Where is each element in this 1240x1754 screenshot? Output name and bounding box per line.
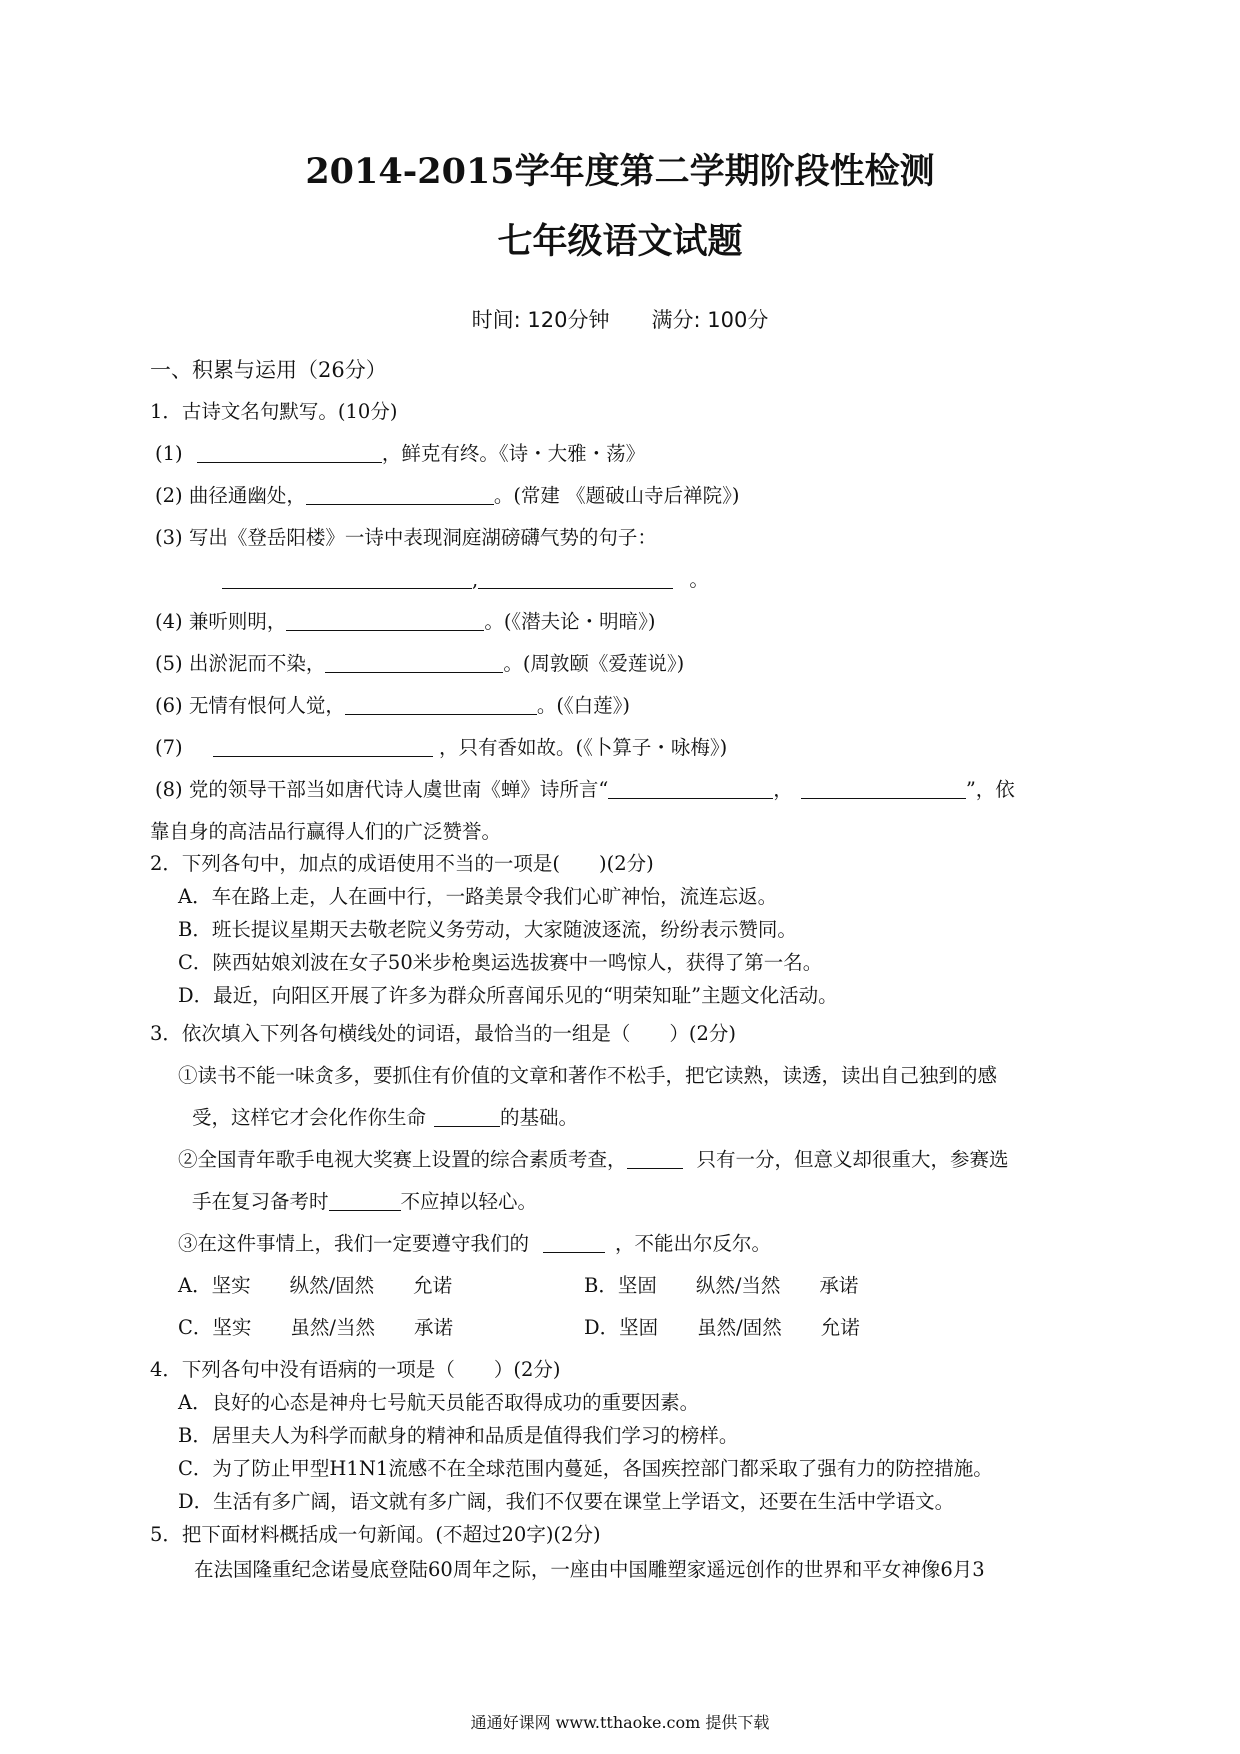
q1-item-3: (3) 写出《登岳阳楼》一诗中表现洞庭湖磅礴气势的句子：	[155, 526, 657, 549]
q3-sentence-2-continued: 手在复习备考时 不应掉以轻心。	[192, 1190, 538, 1213]
q3-sentence-1-continued: 受，这样它才会化作你生命 的基础。	[192, 1106, 579, 1129]
q4-option-c: C．为了防止甲型H1N1流感不在全球范围内蔓延，各国疾控部门都采取了强有力的防控措施。	[178, 1457, 993, 1480]
q4-stem: 4．下列各句中没有语病的一项是（ ）(2分)	[150, 1358, 561, 1381]
answer-blank[interactable]	[197, 442, 382, 463]
q3-sentence-1: ①读书不能一味贪多，要抓住有价值的文章和著作不松手，把它读熟，读透，读出自己独到的感	[178, 1064, 998, 1087]
q1-item-2: (2) 曲径通幽处， 。(常建 《题破山寺后禅院》)	[155, 484, 740, 507]
answer-blank[interactable]	[608, 778, 773, 799]
exam-title: 2014-2015学年度第二学期阶段性检测	[305, 151, 935, 192]
q1-stem: 1．古诗文名句默写。(10分)	[150, 400, 398, 423]
answer-blank[interactable]	[286, 610, 484, 631]
q3-option-a: A．坚实 纵然/固然 允诺	[178, 1274, 453, 1297]
time-limit: 时间: 120分钟	[471, 308, 610, 332]
q2-option-d: D．最近，向阳区开展了许多为群众所喜闻乐见的“明荣知耻”主题文化活动。	[178, 984, 838, 1007]
q3-option-c: C．坚实 虽然/当然 承诺	[178, 1316, 453, 1339]
answer-blank[interactable]	[213, 736, 433, 757]
q2-option-a: A．车在路上走，人在画中行，一路美景令我们心旷神怡，流连忘返。	[178, 885, 778, 908]
q1-item-4: (4) 兼听则明， 。(《潜夫论・明暗》)	[155, 610, 656, 633]
exam-subtitle: 七年级语文试题	[497, 221, 743, 262]
page-footer: 通通好课网 www.tthaoke.com 提供下载	[470, 1713, 770, 1732]
q1-item-7: (7) ，只有香如故。(《卜算子・咏梅》)	[155, 736, 728, 759]
q3-option-b: B．坚固 纵然/当然 承诺	[584, 1274, 859, 1297]
section-heading: 一、积累与运用（26分）	[150, 358, 387, 382]
answer-blank[interactable]	[478, 568, 673, 589]
q3-sentence-3: ③在这件事情上，我们一定要遵守我们的 ，不能出尔反尔。	[178, 1232, 772, 1255]
q5-stem: 5．把下面材料概括成一句新闻。(不超过20字)(2分)	[150, 1523, 601, 1546]
answer-blank[interactable]	[345, 694, 537, 715]
q3-sentence-2: ②全国青年歌手电视大奖赛上设置的综合素质考查， 只有一分，但意义却很重大，参赛选	[178, 1148, 1009, 1171]
q4-option-b: B．居里夫人为科学而献身的精神和品质是值得我们学习的榜样。	[178, 1424, 739, 1447]
full-score: 满分: 100分	[651, 308, 769, 332]
q5-material: 在法国隆重纪念诺曼底登陆60周年之际，一座由中国雕塑家遥远创作的世界和平女神像6月3	[194, 1558, 985, 1581]
answer-blank[interactable]	[543, 1232, 605, 1253]
answer-blank[interactable]	[325, 652, 503, 673]
exam-meta	[0, 306, 1240, 334]
answer-blank[interactable]	[329, 1190, 401, 1211]
answer-blank[interactable]	[222, 568, 472, 589]
q2-option-b: B．班长提议星期天去敬老院义务劳动，大家随波逐流，纷纷表示赞同。	[178, 918, 797, 941]
q1-item-1: (1) ，鲜克有终。《诗・大雅・荡》	[155, 442, 646, 465]
q4-option-d: D．生活有多广阔，语文就有多广阔，我们不仅要在课堂上学语文，还要在生活中学语文。	[178, 1490, 955, 1513]
q4-option-a: A．良好的心态是神舟七号航天员能否取得成功的重要因素。	[178, 1391, 700, 1414]
q1-item-6: (6) 无情有恨何人觉， 。(《白莲》)	[155, 694, 631, 717]
q3-option-d: D．坚固 虽然/固然 允诺	[584, 1316, 860, 1339]
q3-stem: 3．依次填入下列各句横线处的词语，最恰当的一组是（ ）(2分)	[150, 1022, 737, 1045]
q1-item-8: (8) 党的领导干部当如唐代诗人虞世南《蝉》诗所言“ ， ”，依	[155, 778, 1015, 801]
answer-blank[interactable]	[306, 484, 494, 505]
q1-item-5: (5) 出淤泥而不染， 。(周敦颐《爱莲说》)	[155, 652, 685, 675]
q2-option-c: C．陕西姑娘刘波在女子50米步枪奥运选拔赛中一鸣惊人，获得了第一名。	[178, 951, 823, 974]
answer-blank[interactable]	[627, 1148, 683, 1169]
q1-item-3-answer-line: , 。	[222, 567, 709, 593]
answer-blank[interactable]	[801, 778, 966, 799]
q2-stem: 2．下列各句中，加点的成语使用不当的一项是( )(2分)	[150, 852, 654, 875]
answer-blank[interactable]	[434, 1106, 500, 1127]
q1-item-8-continued: 靠自身的高洁品行赢得人们的广泛赞誉。	[150, 820, 502, 843]
